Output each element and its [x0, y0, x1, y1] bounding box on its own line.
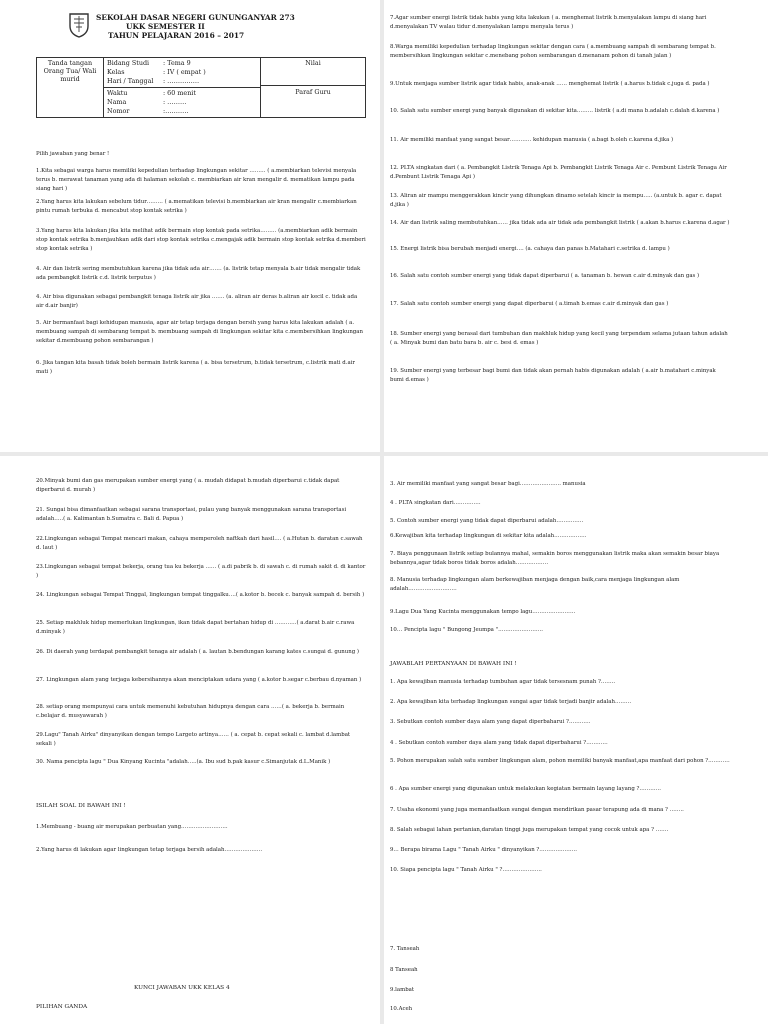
essay2-question-1: 1. Apa kewajiban manusia terhadap tumbuhan agar tidak tersesnam punah ?……..: [390, 679, 616, 685]
question-16: 16. Salah satu contoh sumber energi yang tidak dapat diperbarui ( a. tanaman b. hewan c.air d.minyak dan gas ): [390, 273, 700, 279]
essay2-question-6: 6 . Apa sumber energi yang digunakan untuk melakukan kegiatan bermain layang layang ?…………: [390, 786, 661, 792]
question-21: 21. Sungai bisa dimanfaatkan sebagai sarana transportasi, pulau yang banyak menggunakan sarana transportasi adalah…..( a. Kalimantan b.Sumatra c. Bali d. Papua ): [36, 507, 347, 522]
fill-question-7: 7. Biaya penggunaan listrik setiap bulannya mahal, semakin boros menggunakan listrik maka akan semakin besar biaya bebannya,agar tidak boros tidak boros adalah………………: [390, 551, 720, 566]
fill-question-5: 5. Contoh sumber energi yang tidak dapat diperbarui adalah……………: [390, 518, 584, 524]
sheet-top-right: [384, 0, 768, 452]
essay2-question-10: 10. Siapa pencipta lagu " Tanah Airku " ?………………….: [390, 867, 542, 873]
question-22: 22.Lingkungan sebagai Tempat mencari makan, cahaya memperoleh naftkah dari hasil…. ( a.Hutan b. daratan c.sawah d. laut ): [36, 536, 363, 551]
question-8: 8.Warga memiliki kepedulian terhadap lingkungan sekitar dengan cara ( a.membuang sampah di sembarang tempat b. membersihkan lingkungan sekitar c.menebang pohon sembarangan d.menanam pohon di tanah jalan ): [390, 44, 716, 59]
identity-cell: Bidang Studi : Tema 9 Kelas : IV ( empat ) Hari / Tanggal : …………… Waktu : 60 menit Nama : ……… Nomor :………..: [104, 58, 261, 118]
question-29: 29.Lagu" Tanah Airku" dinyanyikan dengan tempo Largeto artinya…… ( a. cepat b. cepat sekali c. lambat d.lambat sekali ): [36, 732, 351, 747]
fill-question-10: 10… Pencipta lagu " Bungong Jeumpa "…………………….: [390, 627, 543, 633]
school-name: SEKOLAH DASAR NEGERI GUNUNGANYAR 273: [96, 13, 295, 22]
answer-key-8: 8 Tanseah: [390, 967, 418, 973]
essay2-question-3: 3. Sebutkan contoh sumber daya alam yang dapat diperbaharui ?…………: [390, 719, 591, 725]
answer-key-9: 9.lambat: [390, 987, 415, 993]
question-24: 24. Lingkungan sebagai Tempat Tinggal, lingkungan tempat tinggalku….( a.kotor b. becek c. banyak sampah d. bersih ): [36, 592, 365, 598]
instruction-text: Pilih jawaban yang benar !: [36, 151, 110, 157]
question-9: 9.Untuk menjaga sumber listrik agar tidak habis, anak-anak …… menghemat listrik ( a.harus b.tidak c.juga d. pada ): [390, 81, 710, 87]
question-10: 10. Salah satu sumber energi yang banyak digunakan di sekitar kita……… listrik ( a.di mana b.adalah c.dalah d.karena ): [390, 108, 720, 114]
question-3: 3.Yang harus kita lakukan jika kita melihat adik bermain stop kontak pada setrika……… (a.membiarkan adik bermain stop kontak setrika b.menjauhkan adik dari stop kontak setrika c.mengajak adik bermain stop kontak setrika d.memberi stop kontak setrika ): [36, 228, 366, 252]
sheet-bottom-right: [384, 456, 768, 1024]
fill-question-6: 6.Kewajiban kita terhadap lingkungan di sekitar kita adalah………………: [390, 533, 587, 539]
sheet-top-left: [0, 0, 380, 452]
question-13: 13. Aliran air mampu menggerakkan kincir yang dihungkan dinamo setelah kincir ia mempu….. (a.untuk b. agar c. dapat d.jika ): [390, 193, 722, 208]
question-4a: 4. Air dan listrik sering membutuhkan karena jika tidak ada air……. (a. listrik tetap menyala b.air tidak mengalir tidak ada pembangkit listrik c.d. listrik terputus ): [36, 266, 361, 281]
answer-key-10: 10.Aceh: [390, 1006, 413, 1012]
answer-key-7: 7. Tanseah: [390, 946, 420, 952]
question-14: 14. Air dan listrik saling membutuhkan…… jika tidak ada air tidak ada pembangkit listrik ( a.akan b.harus c.karena d.agar ): [390, 220, 730, 226]
question-20: 20.Minyak bumi dan gas merupakan sumber energi yang ( a. mudah didapat b.mudah diperbarui c.tidak dapat diperbarui d. murah ): [36, 478, 340, 493]
exam-name: UKK SEMESTER II: [126, 22, 205, 31]
question-15: 15. Energi listrik bisa berubah menjadi energi…. (a. cahaya dan panas b.Matahari c.setrika d. lampu ): [390, 246, 670, 252]
fill-question-3: 3. Air memiliki manfaat yang sangat besar bagi………………….. manusia: [390, 481, 586, 487]
school-logo-icon: [68, 12, 90, 38]
fill-question-8: 8. Manusia terhadap lingkungan alam berkewajiban menjaga dengan baik,cara menjaga lingkungan alam adalah………………………: [390, 577, 680, 592]
school-year: TAHUN PELAJARAN 2016 – 2017: [108, 31, 245, 40]
essay-question-2: 2.Yang harus di lakukan agar lingkungan tetap terjaga bersih adalah…………………: [36, 847, 263, 853]
question-25: 25. Setiap makhluk hidup memerlukan lingkungan, ikan tidak dapat bertahan hidup di …………( a.darat b.air c.rawa d.minyak ): [36, 620, 355, 635]
question-4b: 4. Air bisa digunakan sebagai pembangkit tenaga listrik air jika ……. (a. aliran air deras b.aliran air kecil c. tidak ada air d.air banjir): [36, 294, 358, 309]
question-6: 6. Jika tangan kita basah tidak boleh bermain listrik karena ( a. bisa tersetrum, b.tidak tersetrum, c.listrik mati d.air mati ): [36, 360, 355, 375]
question-17: 17. Salah satu contoh sumber energi yang dapat diperbarui ( a.timah b.emas c.air d.minyak dan gas ): [390, 301, 669, 307]
question-1: 1.Kita sebagai warga harus memiliki kepedulian terhadap lingkungan sekitar ……… ( a.membiarkan televisi menyala terus b. merawat tanaman yang ada di halaman sekolah c. membiarkan air kran mengalir d. mematikan lampu pada siang hari ): [36, 168, 357, 192]
fill-question-4: 4 . PLTA singkatan dari……………: [390, 500, 481, 506]
paraf-label: Paraf Guru: [295, 88, 331, 96]
answer-key-heading: KUNCI JAWABAN UKK KELAS 4: [134, 985, 230, 991]
question-23: 23.Lingkungan sebagai tempat bekerja, orang tua ku bekerja …… ( a.di pabrik b. di sawah c. di rumah sakit d. di kantor ): [36, 564, 366, 579]
question-5: 5. Air bermanfaat bagi kehidupan manusia, agar air tetap terjaga dengan bersih yang harus kita lakukan adalah ( a. membuang sampah di sembarang tempat b. membuang sampah di lingkungan sekitar kita c.membersihkan lingkungan sekitar d.membuang pohon sembarangan ): [36, 320, 363, 344]
fill-question-9: 9.Lagu Dua Yang Kucinta menggunakan tempo lagu……………………: [390, 609, 576, 615]
nilai-label: Nilai: [305, 59, 321, 67]
essay2-question-9: 9… Berapa birama Lagu " Tanah Airku " dinyanyikan ?…………………: [390, 847, 578, 853]
student-info-table: [36, 57, 366, 118]
essay2-question-8: 8. Salah sebagai lahan pertanian,daratan tinggi juga merupakan tempat yang cocok untuk apa ? …….: [390, 827, 669, 833]
answer-questions-heading: JAWABLAH PERTANYAAN DI BAWAH INI !: [390, 661, 517, 667]
parent-signature-cell: Tanda tangan Orang Tua/ Wali murid: [37, 58, 104, 118]
essay2-question-4: 4 . Sebutkan contoh sumber daya alam yang tidak dapat diperbaharui ?…………: [390, 740, 608, 746]
sheet-bottom-left: [0, 456, 380, 1024]
question-12: 12. PLTA singkatan dari ( a. Pembangkit Listrik Tenaga Api b. Pembangkit Listrik Tenaga Air c. Pembunt Listrik Tenaga Air d.Pembunt Listrik Tenaga Api ): [390, 165, 727, 180]
question-11: 11. Air memiliki manfaat yang sangat besar………… kehidupan manusia ( a.bagi b.oleh c.karena d.jika ): [390, 137, 674, 143]
question-19: 19. Sumber energi yang terbesar bagi bumi dan tidak akan pernah habis digunakan adalah ( a.air b.matahari c.minyak bumi d.emas ): [390, 368, 716, 383]
multiple-choice-heading: PILIHAN GANDA: [36, 1004, 88, 1010]
question-18: 18. Sumber energi yang berasal dari tumbuhan dan makhluk hidup yang kecil yang terpendam selama jutaan tahun adalah ( a. Minyak bumi dan batu bara b. air c. besi d. emas ): [390, 331, 728, 346]
essay2-question-2: 2. Apa kewajiban kita terhadap lingkungan sungai agar tidak terjadi banjir adalah………: [390, 699, 632, 705]
essay-question-1: 1.Membuang - buang air merupakan perbuatan yang……………………..: [36, 824, 228, 830]
question-26: 26. Di daerah yang terdapat pembangkit tenaga air adalah ( a. lautan b.bendungan karang kates c.sungai d. gunung ): [36, 649, 359, 655]
essay-heading: ISILAH SOAL DI BAWAH INI !: [36, 803, 126, 809]
question-28: 28. setiap orang mempunyai cara untuk memenuhi kebutuhan hidupnya dengan cara ……( a. bekerja b. bermain c.belajar d. musyawarah ): [36, 704, 345, 719]
question-2: 2.Yang harus kita lakukan sebelum tidur……… ( a.mematikan televisi b.membiarkan air kran mengalir c.membiarkan pintu rumah terbuka d. mencabut stop kontak setrika ): [36, 199, 357, 214]
question-7: 7.Agar sumber energi listrik tidak habis yang kita lakukan ( a. menghemat listrik b.menyalakan lampu di siang hari d.menyalakan TV walau tidur d.menyalakan lampu menyala terus ): [390, 15, 707, 30]
score-cell: [261, 58, 366, 118]
question-30: 30. Nama pencipta lagu " Dua Kinyang Kucinta "adalah…..(a. Ibu sud b.pak kasur c.Simanjutak d.L.Manik ): [36, 759, 331, 765]
essay2-question-7: 7. Usaha ekonomi yang juga memanfaatkan sungai dengan mendirikan pasar terapung ada di mana ? ……..: [390, 807, 684, 813]
essay2-question-5: 5. Pohon merupakan salah satu sumber lingkungan alam, pohon memiliki banyak manfaat,apa manfaat dari pohon ?…………: [390, 758, 730, 764]
exam-header: [96, 13, 306, 40]
question-27: 27. Lingkungan alam yang terjaga kebersihannya akan menciptakan udara yang ( a.kotor b.segar c.berbau d.nyaman ): [36, 677, 362, 683]
